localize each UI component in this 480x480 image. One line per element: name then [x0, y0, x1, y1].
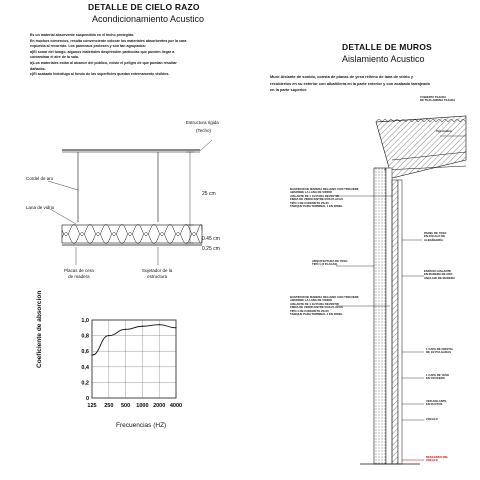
- annot-top-right: [420, 96, 455, 103]
- chart-x-tick-label: 125: [87, 403, 97, 409]
- chart-x-tick-label: 250: [104, 403, 114, 409]
- annot-block2: [290, 296, 359, 316]
- annot-line: FIBRA DE VIDRIO ENTRE DOS PLACAS: [290, 305, 343, 310]
- intro-line: en la parte superior.: [270, 87, 307, 92]
- dim-025cm: 0.25 cm: [202, 246, 220, 252]
- annot-line: EN CRUCERO: [426, 376, 445, 381]
- annot-line: TIPO 1 (3 PLACAS): [312, 262, 338, 267]
- chart-y-tick-label: 0: [85, 396, 89, 402]
- note-line: a)El sonar del tumgo, algunos materiales desprenden partículas que pueden llegar a: [30, 49, 175, 54]
- label-cordel: Cordel de aro: [26, 176, 54, 181]
- annot-line: FIBRA DE VIDRIO ENTRE DOS PLACAS: [290, 197, 343, 202]
- note-line: c)El acabado hidrófugo al fondo de las superficies quedan externamente visibles.: [30, 72, 170, 77]
- annot-line: DE 1/2 PULGADAS: [426, 350, 452, 355]
- annot-line: ABSORBE LA LANA DE VIDRIO: [290, 190, 332, 195]
- chart-y-tick-label: 0,2: [81, 380, 89, 387]
- annot-list-2: [426, 374, 449, 381]
- chart-y-tick-label: 0,4: [81, 364, 89, 371]
- label-placas-line: Placas de cera: [64, 268, 94, 273]
- intro-line: recubiertos en su exterior con albañilería en la parte exterior y con acabado tarrajeado: [270, 80, 431, 86]
- annot-line: 1 CAPA DE CRISTAL: [426, 347, 454, 351]
- label-estructura: Estructura rigida: [186, 120, 219, 125]
- annot-line: TABIQUE PARA TERMINAL 1 EN PANEL: [290, 204, 343, 209]
- note-line: Es un material absorvente suspendido en el techo protegido.: [30, 33, 135, 37]
- note-line: contaminar el aire de la sala.: [30, 55, 79, 60]
- chart-xlabel: Frecuencias (HZ): [116, 422, 167, 429]
- note-line: En muchos comercios, resulta convenciente colocar los materiales absorbentes por la cara: [30, 38, 187, 43]
- annot-line: PANEL DE YESO: [424, 231, 447, 235]
- annot-line: EN MADERA DE ARO: [424, 272, 453, 277]
- annot-line: EN DUCTOS: [426, 402, 443, 407]
- annot-right-small: [424, 232, 446, 242]
- wall-plaster-layer: [374, 168, 386, 464]
- annot-line: ZÓCALO: [426, 458, 438, 463]
- annot-list-1: [426, 348, 453, 355]
- label-sujetador-line: Sujetador de la: [142, 268, 173, 273]
- chart-x-tick-label: 4000: [169, 403, 183, 409]
- dim-25cm: 25 cm: [202, 191, 216, 197]
- annot-line: ARQUITECTURA DE YESO: [312, 259, 348, 263]
- chart-x-tick-label: 2000: [153, 403, 166, 409]
- wall-gypsum-layer: [386, 168, 392, 464]
- chart-y-tick-label: 0,8: [81, 333, 89, 340]
- annot-line: ESPACIO AISLANTE: [424, 269, 452, 273]
- note-line: expuesta al recorrido. Los panneaux protesen y son tan agrupados:: [30, 44, 147, 49]
- annot-line: CUBIERTA TEJADA: [420, 95, 447, 99]
- right-subtitle: Aislamiento Acustico: [342, 54, 425, 64]
- dim-045cm: 0.45 cm: [202, 236, 220, 242]
- annot-line: ABSORBE LA LANA DE VIDRIO: [290, 298, 332, 303]
- annot-list-4: ZÓCALO: [426, 417, 438, 421]
- annot-line: TABIQUE PARA TERMINAL 1 EN PANEL: [290, 312, 343, 317]
- intro-line: Muro Aislante de sonido, consta de placas de yeso relleno de lana de vidrio y: [270, 74, 413, 79]
- note-line: b)Los materiales están al alcance del público, existe el peligro de que puedan resultar: [30, 60, 177, 65]
- annot-line: EN ZÓCALO DE: [424, 234, 446, 239]
- annot-mid-left: [312, 260, 347, 267]
- chart-ylabel: Coeficiente de absorcion: [36, 290, 43, 368]
- annot-line: TIPO 1 DE CONCRETO 25x15: [290, 200, 329, 205]
- chart-x-tick-label: 1000: [136, 403, 149, 409]
- chart-y-tick-label: 1,0: [81, 318, 89, 324]
- label-estructura-sub: (Techo): [196, 128, 212, 133]
- left-title: DETALLE DE CIELO RAZO: [88, 2, 200, 12]
- label-sujetador-line: estructura: [147, 273, 168, 279]
- annot-list-5: [426, 456, 448, 463]
- annot-line: AISLANTE DE 1 1/2 PARA REVESTIR: [290, 301, 339, 306]
- annot-line: AISLANTE DE 1 1/2 PARA REVESTIR: [290, 193, 339, 198]
- annot-line: DE TEJA ANDINA TEJADA: [420, 98, 456, 103]
- annot-line: BASTIDOR DE MADERA RELLENO CON TRIGUERE: [290, 187, 359, 191]
- annot-line: VER AISLANTE: [426, 399, 447, 403]
- right-title: DETALLE DE MUROS: [342, 42, 432, 52]
- annot-line: ANCLAJE DE MADERA: [424, 275, 455, 280]
- annot-list-3: [426, 400, 446, 407]
- annot-block1: [290, 188, 359, 208]
- annot-line: ALBAÑILERÍA: [424, 237, 443, 242]
- chart-x-tick-label: 500: [121, 403, 131, 409]
- annot-line: DESCANSO DEL: [426, 455, 449, 459]
- annot-mid-right: [424, 270, 455, 280]
- label-lana: Lana de vidrio: [26, 205, 55, 210]
- annot-line: BASTIDOR DE MADERA RELLENO CON TRIGUERE: [290, 295, 359, 299]
- wall-insulation-layer: [392, 180, 398, 464]
- annot-line: 1 CAPA DE YESO: [426, 373, 450, 377]
- wall-inner-board: [398, 180, 402, 464]
- annot-roof: Teja Andina: [436, 129, 452, 133]
- note-line: dañados.: [30, 66, 46, 71]
- annot-line: TIPO 1 DE CONCRETO 25x15: [290, 308, 329, 313]
- label-placas-line: de madera: [68, 273, 90, 279]
- chart-y-tick-label: 0,6: [81, 349, 89, 356]
- left-subtitle: Acondicionamiento Acustico: [92, 14, 205, 24]
